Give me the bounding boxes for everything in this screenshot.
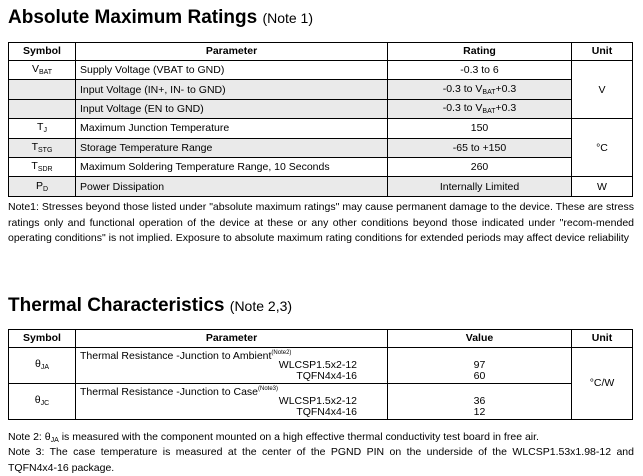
package-name: TQFN4x4-16 xyxy=(296,370,357,383)
symbol-cell: $P_D$ xyxy=(9,177,76,196)
parameter-cell: Thermal Resistance -Junction to Ambient$^{(Note2)}$ WLCSP1.5x2-12 TQFN4x4-16 xyxy=(76,348,388,384)
unit-cell: V xyxy=(572,61,633,119)
table-header-row xyxy=(9,330,633,348)
parameter-cell: Maximum Soldering Temperature Range, 10 Seconds xyxy=(76,157,388,176)
rating-cell: 150 xyxy=(388,119,572,138)
amr-title-note: (Note 1) xyxy=(262,10,314,26)
table-row xyxy=(9,99,633,118)
symbol-cell: $T_J$ xyxy=(9,119,76,138)
package-name: TQFN4x4-16 xyxy=(296,406,357,419)
header-rating: Rating xyxy=(388,43,572,61)
parameter-cell: Storage Temperature Range xyxy=(76,138,388,157)
table-row xyxy=(9,348,633,384)
rating-cell: 260 xyxy=(388,157,572,176)
header-parameter: Parameter xyxy=(76,43,388,61)
thermal-title: Thermal Characteristics (Note 2,3) xyxy=(8,295,293,316)
symbol-cell xyxy=(9,99,76,118)
note-3: Note 3: The case temperature is measured at the center of the PGND PIN on the underside of the WLCSP1.53x1.98-12 and TQFN4x4-16 package. xyxy=(8,446,634,474)
header-parameter: Parameter xyxy=(76,330,388,348)
header-symbol: Symbol xyxy=(9,43,76,61)
rating-cell: -0.3 to $V_{BAT}+0.3$ xyxy=(388,80,572,99)
parameter-cell: Input Voltage (IN+, IN- to GND) xyxy=(76,80,388,99)
table-row xyxy=(9,138,633,157)
table-row xyxy=(9,119,633,138)
table-row xyxy=(9,61,633,80)
parameter-cell: Supply Voltage (VBAT to GND) xyxy=(76,61,388,80)
rating-cell: -0.3 to $V_{BAT}+0.3$ xyxy=(388,99,572,118)
header-unit: Unit xyxy=(572,43,633,61)
header-symbol: Symbol xyxy=(9,330,76,348)
table-header-row xyxy=(9,43,633,61)
table-row xyxy=(9,157,633,176)
symbol-cell: $T_{STG}$ xyxy=(9,138,76,157)
symbol-cell: $\theta_{JA}$ xyxy=(9,348,76,384)
thermal-title-note: (Note 2,3) xyxy=(229,298,293,314)
unit-cell: W xyxy=(572,177,633,196)
rating-cell: -0.3 to 6 xyxy=(388,61,572,80)
absolute-maximum-ratings-table xyxy=(8,42,633,197)
symbol-cell xyxy=(9,80,76,99)
value-cell: 97 60 xyxy=(388,348,572,384)
rating-cell: -65 to +150 xyxy=(388,138,572,157)
thermal-characteristics-table xyxy=(8,329,633,420)
value-cell: 36 12 xyxy=(388,384,572,420)
parameter-cell: Maximum Junction Temperature xyxy=(76,119,388,138)
package-name: WLCSP1.5x2-12 xyxy=(278,358,357,371)
table-row xyxy=(9,177,633,196)
package-name: WLCSP1.5x2-12 xyxy=(278,394,357,407)
header-unit: Unit xyxy=(572,330,633,348)
parameter-cell: Input Voltage (EN to GND) xyxy=(76,99,388,118)
rating-cell: Internally Limited xyxy=(388,177,572,196)
unit-cell: °C xyxy=(572,119,633,177)
table-row xyxy=(9,384,633,420)
symbol-cell: $T_{SDR}$ xyxy=(9,157,76,176)
symbol-cell: $V_{BAT}$ xyxy=(9,61,76,80)
header-value: Value xyxy=(388,330,572,348)
unit-cell: °C/W xyxy=(572,348,633,420)
note-1: Note1: Stresses beyond those listed under "absolute maximum ratings" may cause permanent damage to the device. These are stress ratings only and functional operation of the device at these or any other conditions beyond those indicated under "recom-mended operating conditions" is not implied. Exposure to absolute maximum rating conditions for extended periods may affect device reliability xyxy=(8,201,634,245)
note-2: Note 2: $\theta_{JA}$ is measured with the component mounted on a high effective thermal conductivity test board in free air. xyxy=(8,431,539,444)
table-row xyxy=(9,80,633,99)
parameter-cell: Power Dissipation xyxy=(76,177,388,196)
symbol-cell: $\theta_{JC}$ xyxy=(9,384,76,420)
amr-title: Absolute Maximum Ratings (Note 1) xyxy=(8,7,314,28)
parameter-cell: Thermal Resistance -Junction to Case$^{(Note3)}$ WLCSP1.5x2-12 TQFN4x4-16 xyxy=(76,384,388,420)
